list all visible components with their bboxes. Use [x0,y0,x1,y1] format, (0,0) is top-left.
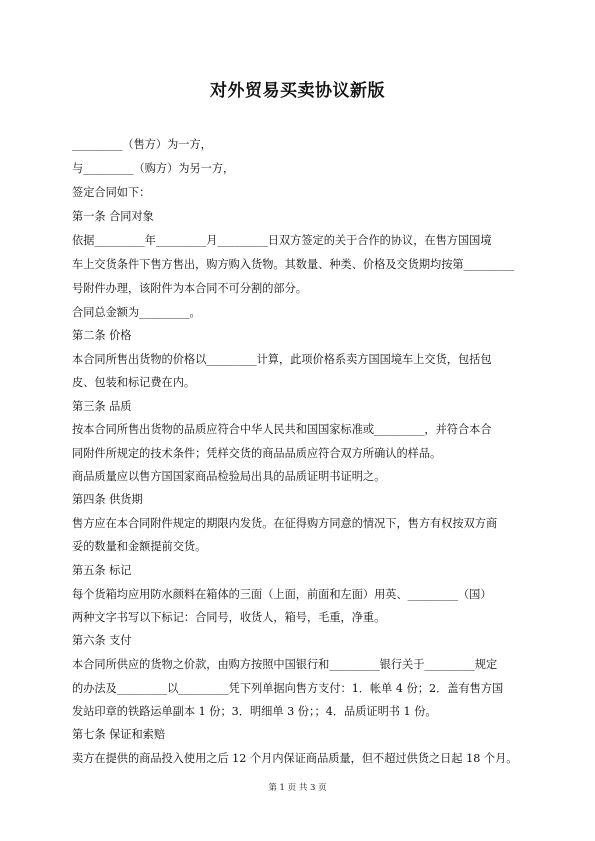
text-line: 发站印章的铁路运单副本 1 份；3．明细单 3 份；；4．品质证明书 1 份。 [72,705,437,718]
text-line: 的办法及_________以_________凭下列单据向售方支付：1．帐单 4 份；2．盖有售方国 [72,682,504,695]
text-line: 皮、包装和标记费在内。 [72,376,196,389]
document-title: 对外贸易买卖协议新版 [210,81,385,101]
section-heading: 第二条 价格 [72,329,132,342]
text-line: 每个货箱均应用防水颜料在箱体的三面（上面，前面和左面）用英、_________（国） [72,588,492,601]
text-line: 按本合同所售出货物的品质应符合中华人民共和国国家标准或_________，并符合本合 [72,423,492,436]
text-line: 本合同所售出货物的价格以_________计算，此项价格系卖方国国境车上交货，包括包 [72,353,492,366]
text-line: 合同总金额为_________。 [72,306,201,319]
text-line: 卖方在提供的商品投入使用之后 12 个月内保证商品质量，但不超过供货之日起 18 个月。 [72,752,518,765]
section-heading: 第一条 合同对象 [72,210,154,223]
section-heading: 第六条 支付 [72,634,132,647]
text-line: 签定合同如下： [72,186,151,199]
text-line: 依据_________年_________月_________日双方签定的关于合作的协议，在售方国国境 [72,234,492,247]
section-heading: 第七条 保证和索赔 [72,728,166,741]
text-line: 本合同所供应的货物之价款，由购方按照中国银行和_________银行关于_________规定 [72,658,498,671]
text-line: 两种文字书写以下标记：合同号，收货人，箱号，毛重，净重。 [72,611,386,624]
text-line: 号附件办理，该附件为本合同不可分割的部分。 [72,282,307,295]
section-heading: 第四条 供货期 [72,493,143,506]
text-line: 与_________（购方）为另一方， [72,162,235,175]
text-line: 商品质量应以售方国国家商品检验局出具的品质证明书证明之。 [72,470,386,483]
section-heading: 第五条 标记 [72,564,132,577]
text-line: 售方应在本合同附件规定的期限内发货。在征得购方同意的情况下，售方有权按双方商 [72,517,498,530]
page-number: 第 1 页 共 3 页 [268,783,327,793]
text-line: _________（售方）为一方， [72,138,212,151]
text-line: 同附件所规定的技术条件；凭样交货的商品品质应符合双方所确认的样品。 [72,447,442,460]
text-line: 妥的数量和金额提前交货。 [72,540,207,553]
section-heading: 第三条 品质 [72,400,132,413]
text-line: 车上交货条件下售方售出，购方购入货物。其数量、种类、价格及交货期均按第_________ [72,258,514,271]
